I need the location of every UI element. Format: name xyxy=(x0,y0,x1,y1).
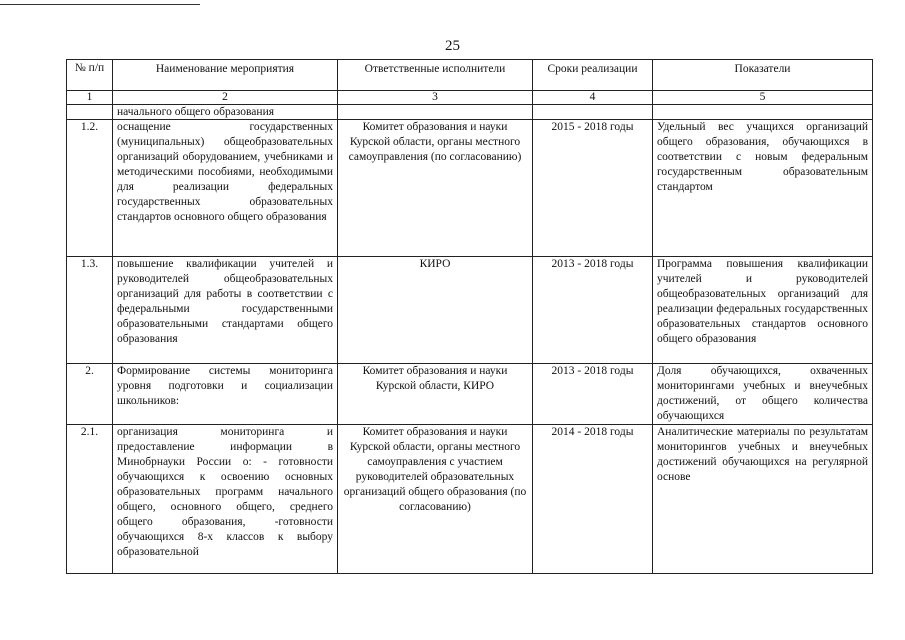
column-number: 5 xyxy=(653,91,873,105)
row-indicators xyxy=(653,105,873,120)
row-responsible: Комитет образования и науки Курской области, органы местного самоуправления с участием руководителей образовательных организаций общего образования (по согласованию) xyxy=(338,425,533,574)
row-dates: 2013 - 2018 годы xyxy=(533,257,653,364)
table-row xyxy=(67,120,873,257)
header-dates: Сроки реализации xyxy=(533,60,653,91)
header-responsible: Ответственные исполнители xyxy=(338,60,533,91)
column-number: 1 xyxy=(67,91,113,105)
row-dates: 2015 - 2018 годы xyxy=(533,120,653,257)
row-name: оснащение государственных (муниципальных) общеобразовательных организаций оборудованием, учебниками и методическими пособиями, необходимыми для реализации федеральных государственных образовательных стандартов основного общего образования xyxy=(113,120,338,257)
continuation-row xyxy=(67,105,873,120)
header-num: № п/п xyxy=(67,60,113,91)
table-row xyxy=(67,257,873,364)
row-num: 1.3. xyxy=(67,257,113,364)
activities-table xyxy=(66,59,873,574)
row-dates: 2013 - 2018 годы xyxy=(533,364,653,425)
table-row xyxy=(67,364,873,425)
header-row xyxy=(67,60,873,91)
column-number: 4 xyxy=(533,91,653,105)
header-indicators: Показатели xyxy=(653,60,873,91)
top-rule xyxy=(0,4,200,5)
column-number-row xyxy=(67,91,873,105)
row-num: 1.2. xyxy=(67,120,113,257)
row-indicators: Удельный вес учащихся организаций общего образования, обучающихся в соответствии с новым федеральным государственным образовательным стандартом xyxy=(653,120,873,257)
row-name: начального общего образования xyxy=(113,105,338,120)
row-indicators: Аналитические материалы по результатам мониторингов учебных и внеучебных достижений обучающихся на регулярной основе xyxy=(653,425,873,574)
row-dates: 2014 - 2018 годы xyxy=(533,425,653,574)
row-dates xyxy=(533,105,653,120)
row-name: организация мониторинга и предоставление информации в Минобрнауки России о: - готовности обучающихся к освоению основных образовательных программ начального общего, основного общего, среднего общего образования, -готовности обучающихся 8-х классов к выбору образовательной xyxy=(113,425,338,574)
page-number: 25 xyxy=(445,38,460,54)
row-responsible: Комитет образования и науки Курской области, органы местного самоуправления (по согласованию) xyxy=(338,120,533,257)
row-num xyxy=(67,105,113,120)
row-name: Формирование системы мониторинга уровня подготовки и социализации школьников: xyxy=(113,364,338,425)
header-name: Наименование мероприятия xyxy=(113,60,338,91)
row-indicators: Доля обучающихся, охваченных мониторингами учебных и внеучебных достижений, от общего количества обучающихся xyxy=(653,364,873,425)
column-number: 2 xyxy=(113,91,338,105)
row-responsible xyxy=(338,105,533,120)
row-name: повышение квалификации учителей и руководителей общеобразовательных организаций для работы в соответствии с федеральными государственными образовательными стандартами общего образования xyxy=(113,257,338,364)
row-responsible: Комитет образования и науки Курской области, КИРО xyxy=(338,364,533,425)
row-indicators: Программа повышения квалификации учителей и руководителей общеобразовательных организаций для реализации федеральных государственных образовательных стандартов основного общего образования xyxy=(653,257,873,364)
table-row xyxy=(67,425,873,574)
row-num: 2. xyxy=(67,364,113,425)
column-number: 3 xyxy=(338,91,533,105)
row-responsible: КИРО xyxy=(338,257,533,364)
row-num: 2.1. xyxy=(67,425,113,574)
